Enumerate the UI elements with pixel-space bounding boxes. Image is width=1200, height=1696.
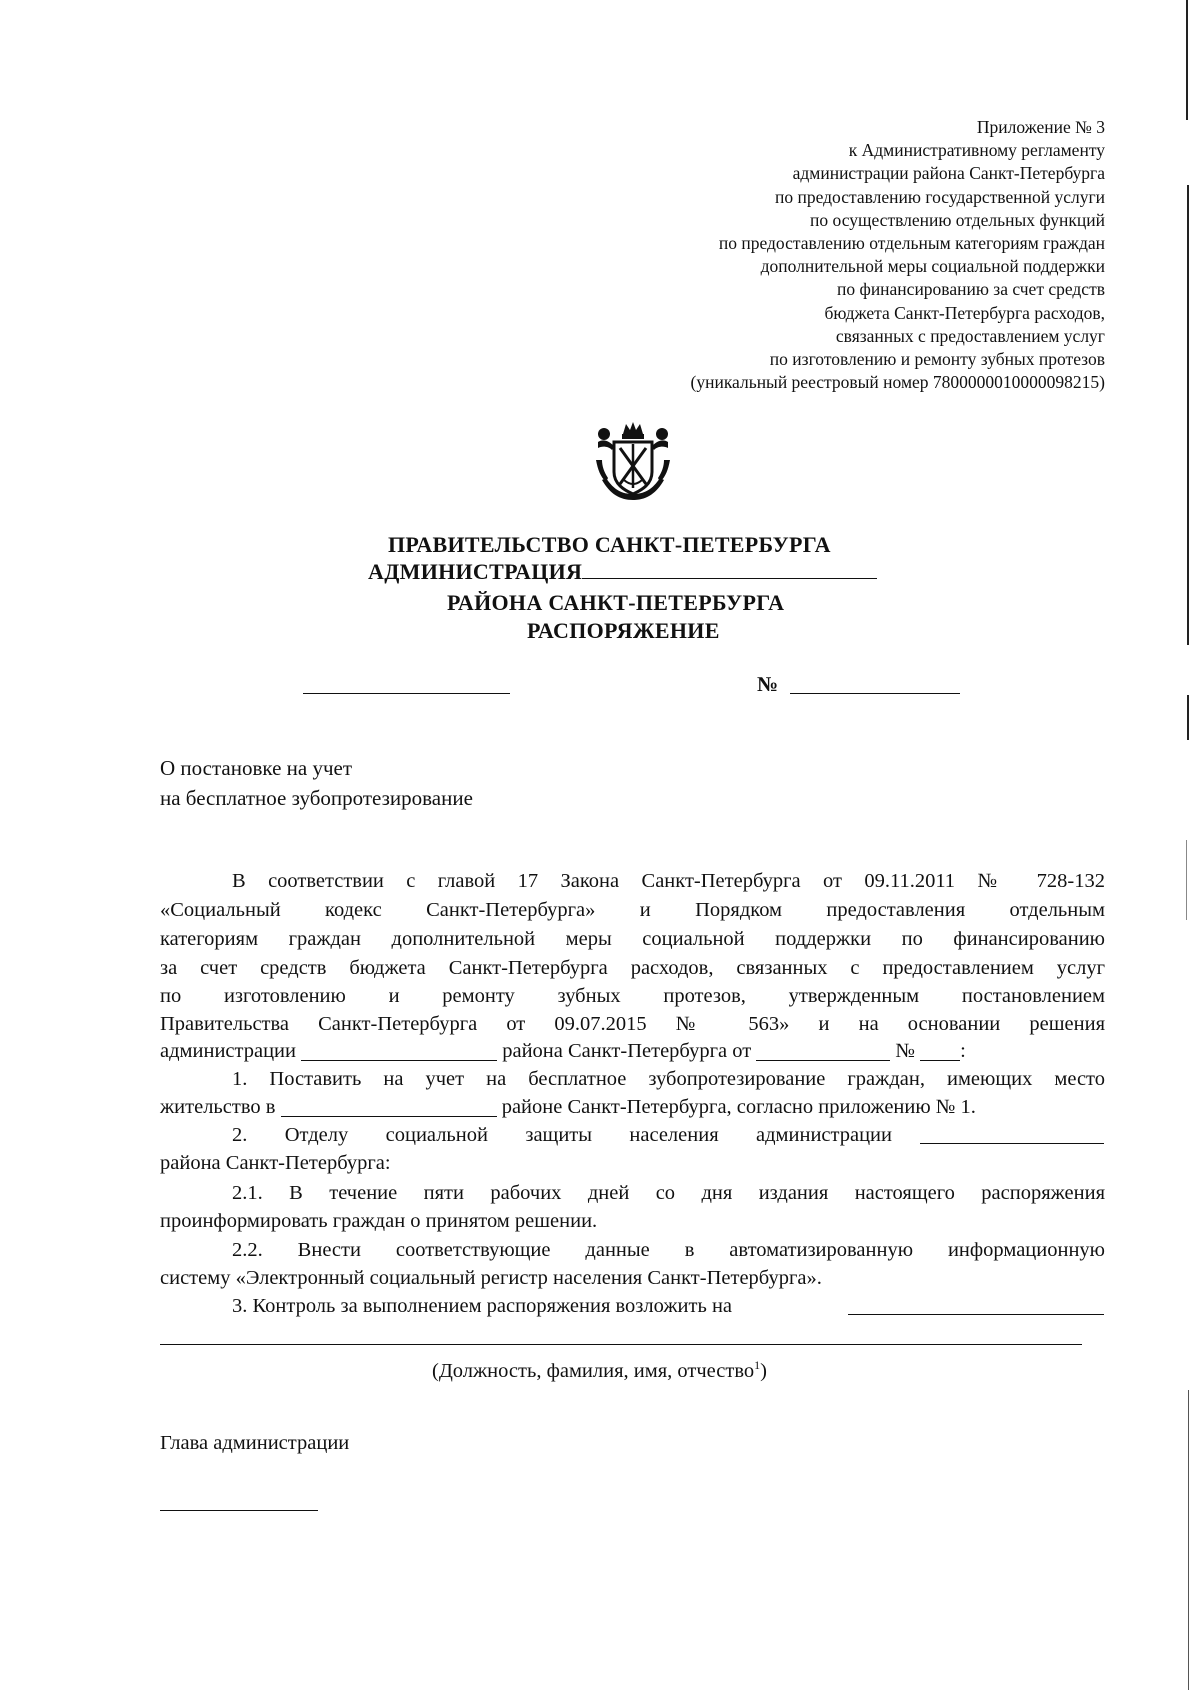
document-type-heading: РАСПОРЯЖЕНИЕ [527, 618, 720, 643]
item-3-line: 3. Контроль за выполнением распоряжения возложить на [232, 1295, 733, 1317]
date-blank[interactable] [303, 693, 510, 694]
basis-colon: : [960, 1040, 966, 1062]
residence-district-blank[interactable] [281, 1096, 497, 1117]
administration-label: АДМИНИСТРАЦИЯ [368, 559, 583, 584]
appendix-line: (уникальный реестровый номер 7800000010000098215) [690, 372, 1105, 393]
item-1-text-b: районе Санкт-Петербурга, согласно приложению № 1. [501, 1096, 976, 1118]
item-2-line: 2. Отделу социальной защиты населения администрации [232, 1124, 892, 1146]
preamble-line: категориям граждан дополнительной меры социальной поддержки по финансированию [160, 928, 1105, 950]
appendix-line: по финансированию за счет средств [836, 279, 1105, 300]
subject-line-1: О постановке на учет [160, 756, 353, 780]
item-1-text-a: жительство в [160, 1096, 276, 1118]
number-sign: № [757, 672, 779, 696]
appendix-line: по предоставлению отдельным категориям граждан [718, 233, 1105, 254]
preamble-line: по изготовлению и ремонту зубных протезов, утвержденным постановлением [160, 985, 1105, 1007]
district-name-blank[interactable] [582, 558, 877, 579]
appendix-line: бюджета Санкт-Петербурга расходов, [824, 302, 1105, 323]
item-2-2-line-2: систему «Электронный социальный регистр населения Санкт-Петербурга». [160, 1267, 822, 1289]
decision-number-blank[interactable] [920, 1040, 960, 1061]
coat-of-arms-icon [590, 420, 676, 504]
appendix-line: связанных с предоставлением услуг [835, 325, 1105, 346]
appendix-line: к Административному регламенту [848, 140, 1105, 161]
appendix-line: Приложение № 3 [976, 117, 1105, 137]
item-1-line: 1. Поставить на учет на бесплатное зубопротезирование граждан, имеющих место [232, 1068, 1105, 1090]
appendix-block [545, 116, 1105, 394]
decision-date-blank[interactable] [756, 1040, 890, 1061]
scan-edge-mark [1187, 695, 1189, 740]
appendix-line: по осуществлению отдельных функций [810, 209, 1105, 230]
caption-close: ) [760, 1359, 767, 1382]
scan-edge-mark [1188, 1390, 1189, 1690]
item-2-1-line: 2.1. В течение пяти рабочих дней со дня издания настоящего распоряжения [232, 1182, 1105, 1204]
administration-heading [368, 558, 877, 585]
department-blank[interactable] [920, 1143, 1104, 1144]
footnote-mark: 1 [754, 1358, 761, 1372]
appendix-line: администрации района Санкт-Петербурга [792, 163, 1105, 184]
government-heading: ПРАВИТЕЛЬСТВО САНКТ-ПЕТЕРБУРГА [388, 532, 831, 557]
responsible-full-blank[interactable] [160, 1344, 1082, 1345]
subject-line-2: на бесплатное зубопротезирование [160, 786, 473, 810]
appendix-line: дополнительной меры социальной поддержки [760, 256, 1105, 277]
responsible-blank[interactable] [848, 1314, 1104, 1315]
signature-title: Глава администрации [160, 1432, 350, 1454]
basis-text-b: района Санкт-Петербурга от [502, 1040, 752, 1062]
number-blank[interactable] [790, 693, 960, 694]
basis-line [160, 1038, 966, 1065]
district-heading: РАЙОНА САНКТ-ПЕТЕРБУРГА [447, 590, 785, 615]
responsible-caption [432, 1352, 767, 1385]
basis-text-a: администрации [160, 1040, 296, 1062]
scan-edge-mark [1186, 0, 1188, 120]
preamble-line: В соответствии с главой 17 Закона Санкт-Петербурга от 09.11.2011 № 728-132 [232, 870, 1105, 892]
appendix-line: по изготовлению и ремонту зубных протезов [769, 349, 1105, 370]
appendix-line: по предоставлению государственной услуги [775, 186, 1105, 207]
scan-edge-mark [1187, 185, 1189, 645]
caption-text: (Должность, фамилия, имя, отчество [432, 1359, 755, 1382]
preamble-line: «Социальный кодекс Санкт-Петербурга» и Порядком предоставления отдельным [160, 899, 1105, 921]
scan-edge-mark [1186, 840, 1187, 920]
item-2-2-line: 2.2. Внести соответствующие данные в автоматизированную информационную [232, 1239, 1105, 1261]
preamble-line: за счет средств бюджета Санкт-Петербурга расходов, связанных с предоставлением услуг [160, 957, 1105, 979]
preamble-line: Правительства Санкт-Петербурга от 09.07.2015 № 563» и на основании решения [160, 1013, 1105, 1035]
item-1-residence-line [160, 1094, 976, 1121]
item-2-line-2: района Санкт-Петербурга: [160, 1152, 391, 1174]
basis-number-sign: № [895, 1040, 915, 1062]
item-2-1-line-2: проинформировать граждан о принятом решении. [160, 1210, 598, 1232]
district-blank[interactable] [301, 1040, 497, 1061]
signature-blank[interactable] [160, 1510, 318, 1511]
